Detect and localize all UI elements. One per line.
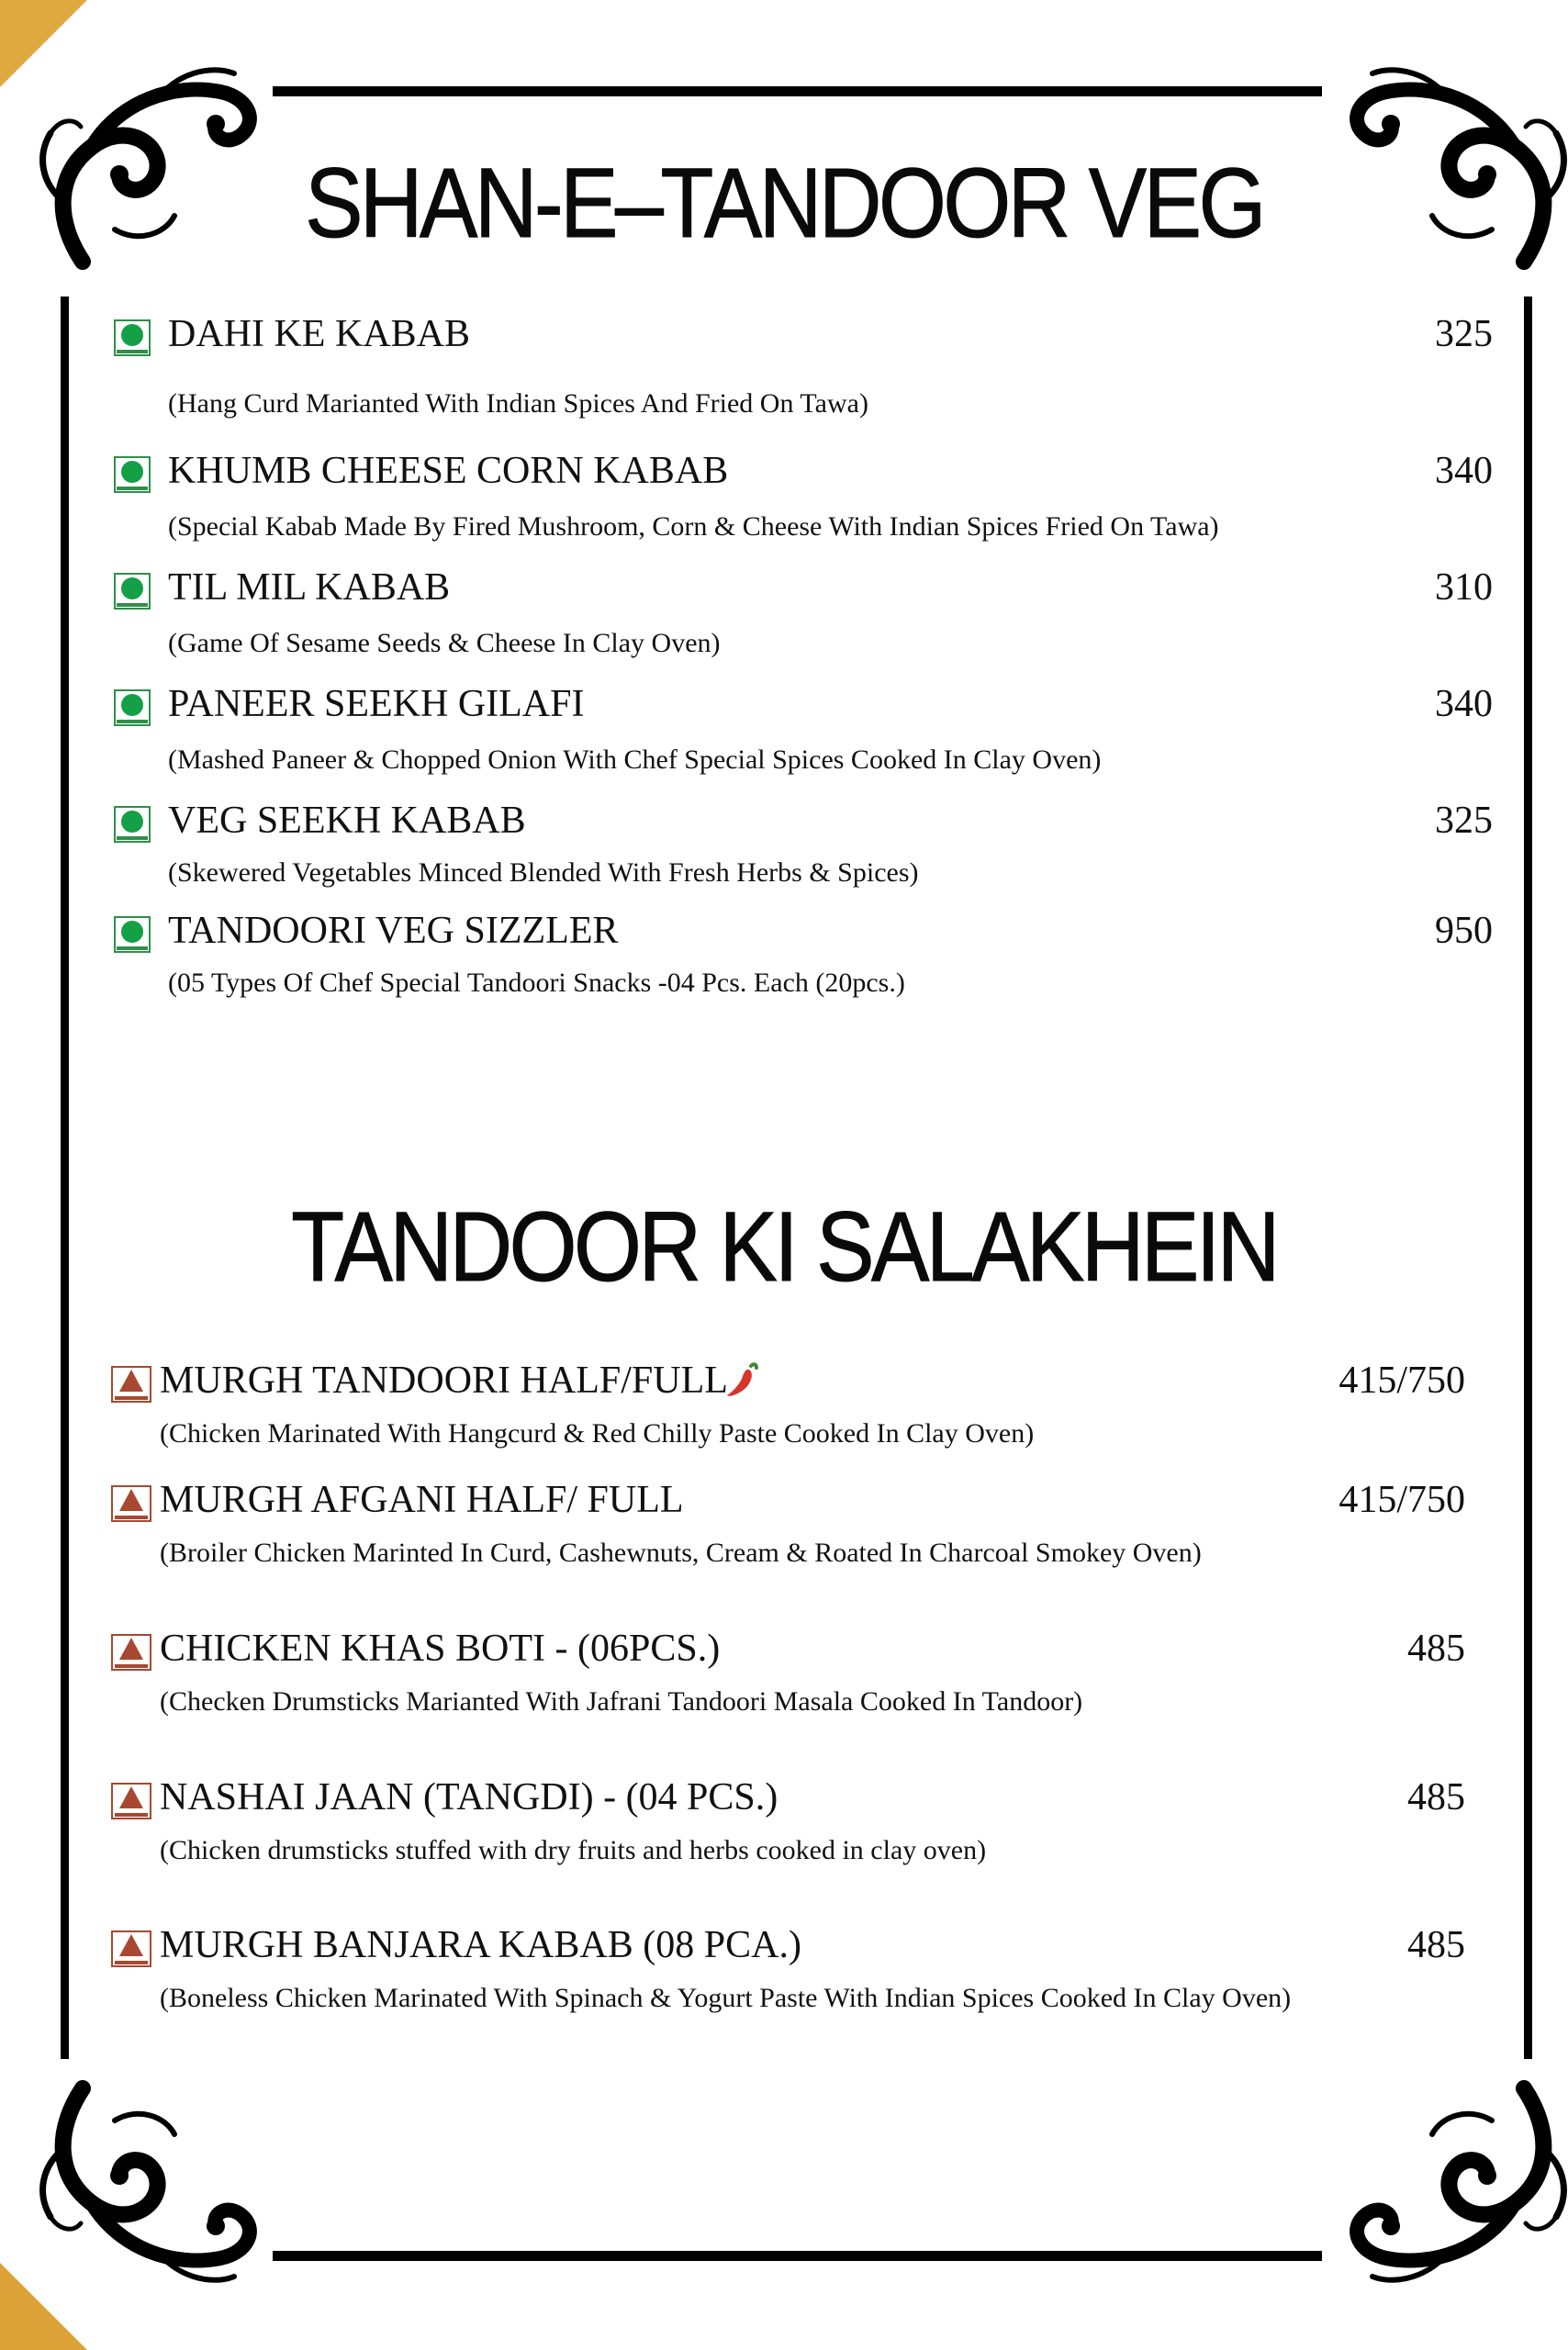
nonveg-mark-icon bbox=[111, 1485, 151, 1522]
item-price: 325 bbox=[1435, 313, 1493, 355]
item-name: MURGH AFGANI HALF/ FULL bbox=[160, 1479, 684, 1521]
item-price: 485 bbox=[1407, 1628, 1465, 1670]
ornament-flourish-icon bbox=[28, 2075, 275, 2304]
nonveg-mark-icon bbox=[111, 1366, 151, 1403]
nonveg-mark-icon bbox=[111, 1634, 151, 1671]
item-name: CHICKEN KHAS BOTI - (06PCS.) bbox=[160, 1628, 721, 1670]
section-title-nonveg: TANDOOR KI SALAKHEIN bbox=[291, 1191, 1277, 1302]
item-description: (Broiler Chicken Marinted In Curd, Cashewnuts, Cream & Roated In Charcoal Smokey Oven) bbox=[160, 1538, 1202, 1568]
item-description: (Game Of Sesame Seeds & Cheese In Clay Oven) bbox=[168, 628, 721, 658]
item-name: NASHAI JAAN (TANGDI) - (04 PCS.) bbox=[160, 1776, 778, 1818]
ornament-flourish-icon bbox=[1331, 2075, 1568, 2304]
item-price: 415/750 bbox=[1338, 1360, 1465, 1402]
nonveg-mark-icon bbox=[111, 1930, 151, 1967]
item-description: (Checken Drumsticks Marianted With Jafrani Tandoori Masala Cooked In Tandoor) bbox=[160, 1686, 1083, 1717]
veg-mark-icon bbox=[114, 456, 151, 493]
nonveg-mark-icon bbox=[111, 1783, 151, 1819]
item-price: 340 bbox=[1435, 683, 1493, 725]
item-name: TANDOORI VEG SIZZLER bbox=[168, 910, 619, 952]
section-title-veg: SHAN-E–TANDOOR VEG bbox=[305, 147, 1263, 258]
item-description: (05 Types Of Chef Special Tandoori Snacks -04 Pcs. Each (20pcs.) bbox=[168, 968, 905, 998]
item-name: KHUMB CHEESE CORN KABAB bbox=[168, 450, 729, 492]
item-description: (Special Kabab Made By Fired Mushroom, Corn & Cheese With Indian Spices Fried On Tawa) bbox=[168, 511, 1219, 542]
item-description: (Boneless Chicken Marinated With Spinach & Yogurt Paste With Indian Spices Cooked In Clay Oven) bbox=[160, 1983, 1292, 2013]
item-description: (Skewered Vegetables Minced Blended With Fresh Herbs & Spices) bbox=[168, 857, 919, 888]
item-price: 485 bbox=[1407, 1924, 1465, 1966]
veg-mark-icon bbox=[114, 689, 151, 726]
veg-mark-icon bbox=[114, 916, 151, 953]
item-price: 310 bbox=[1435, 566, 1493, 609]
item-name: MURGH BANJARA KABAB (08 PCA.) bbox=[160, 1924, 801, 1966]
veg-mark-icon bbox=[114, 573, 151, 610]
item-description: (Hang Curd Marianted With Indian Spices And Fried On Tawa) bbox=[168, 388, 868, 419]
item-price: 415/750 bbox=[1338, 1479, 1465, 1521]
item-price: 485 bbox=[1407, 1776, 1465, 1818]
item-name: DAHI KE KABAB bbox=[168, 313, 470, 355]
item-name: VEG SEEKH KABAB bbox=[168, 800, 526, 842]
item-price: 325 bbox=[1435, 800, 1493, 842]
item-description: (Chicken Marinated With Hangcurd & Red Chilly Paste Cooked In Clay Oven) bbox=[160, 1418, 1035, 1449]
chilli-icon bbox=[723, 1360, 760, 1401]
item-description: (Mashed Paneer & Chopped Onion With Chef Special Spices Cooked In Clay Oven) bbox=[168, 744, 1102, 775]
item-price: 950 bbox=[1435, 910, 1493, 952]
frame-top-rule bbox=[273, 86, 1322, 96]
veg-mark-icon bbox=[114, 319, 151, 356]
item-price: 340 bbox=[1435, 450, 1493, 492]
item-name: TIL MIL KABAB bbox=[168, 566, 451, 609]
frame-left-rule bbox=[61, 297, 69, 2059]
veg-mark-icon bbox=[114, 806, 151, 843]
item-description: (Chicken drumsticks stuffed with dry fruits and herbs cooked in clay oven) bbox=[160, 1835, 987, 1865]
item-name: MURGH TANDOORI HALF/FULL bbox=[160, 1360, 728, 1402]
frame-right-rule bbox=[1524, 297, 1532, 2059]
item-name: PANEER SEEKH GILAFI bbox=[168, 683, 585, 725]
frame-bottom-rule bbox=[273, 2251, 1322, 2261]
